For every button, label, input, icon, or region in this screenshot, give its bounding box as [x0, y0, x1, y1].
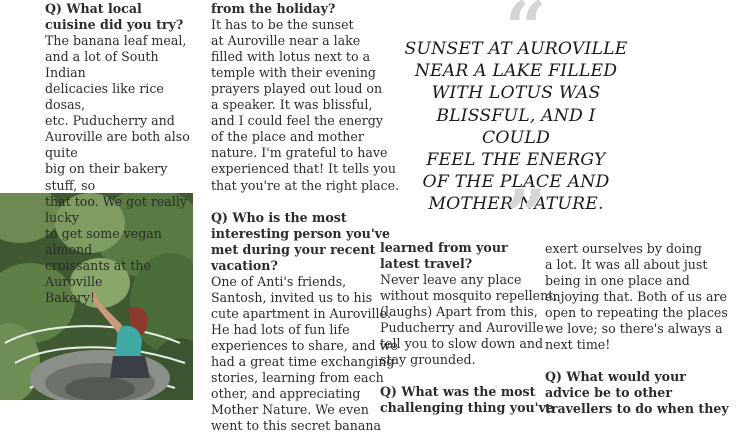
pull-quote-line: SUNSET AT AUROVILLE — [404, 39, 628, 59]
answer-line: without mosquito repellent. — [380, 288, 558, 304]
question-line: vacation? — [211, 257, 278, 273]
answer-line: filled with lotus next to a — [211, 49, 371, 65]
pull-quote-line: BLISSFUL, AND I COULD — [436, 105, 596, 148]
question-line: Q) Who is the most — [211, 209, 347, 225]
answer-line: a lot. It was all about just — [545, 257, 708, 273]
answer-line: Mother Nature. We even — [211, 402, 369, 418]
question-line: Q) What would your — [545, 369, 686, 385]
answer-line: cute apartment in Auroville. — [211, 305, 392, 321]
answer-line: that too. We got really lucky — [45, 193, 187, 225]
answer-line: experienced that! It tells you — [211, 161, 396, 177]
answer-line: exert ourselves by doing — [545, 241, 702, 256]
answer-line: Puducherry and Auroville — [380, 320, 544, 336]
answer-line: at Auroville near a lake — [211, 33, 361, 49]
answer-line: went to this secret banana — [211, 418, 382, 434]
question-line: travellers to do when they — [545, 401, 729, 417]
answer-line: He had lots of fun life — [211, 321, 350, 337]
answer-line: being in one place and — [545, 273, 690, 289]
question-line: advice be to other — [545, 385, 672, 401]
answer-line: tell you to slow down and — [380, 336, 544, 352]
question-line: challenging thing you've — [380, 400, 554, 416]
answer-line: to get some vegan almond — [45, 225, 162, 257]
answer-line: delicacies like rice dosas, — [45, 81, 164, 113]
column-2 — [211, 1, 400, 434]
answer-line: Santosh, invited us to his — [211, 289, 373, 305]
question-line: interesting person you've — [211, 225, 390, 241]
answer-line: temple with their evening — [211, 65, 376, 81]
answer-line: other, and appreciating — [211, 386, 361, 402]
answer-line: The banana leaf meal, — [45, 33, 187, 49]
answer-line: Never leave any place — [380, 272, 522, 288]
answer-line: a speaker. It was blissful, — [211, 97, 373, 113]
answer-line: of the place and mother — [211, 129, 364, 145]
answer-line: that you're at the right place. — [211, 177, 400, 193]
column-3 — [380, 240, 558, 416]
answer-line: next time! — [545, 337, 611, 353]
answer-line: prayers played out loud on — [211, 81, 383, 97]
pull-quote-line: NEAR A LAKE FILLED — [414, 61, 618, 82]
answer-line: stay grounded. — [380, 352, 476, 368]
answer-line: experiences to share, and we — [211, 337, 398, 353]
column-1 — [45, 1, 193, 306]
question-line: Q) What was the most — [380, 384, 536, 400]
answer-line: croissants at the Auroville — [45, 257, 151, 289]
answer-line: stories, learning from each — [211, 370, 384, 386]
pull-quote-line: MOTHER NATURE. — [428, 194, 604, 215]
answer-line: One of Anti's friends, — [211, 273, 347, 289]
column-4 — [545, 241, 729, 417]
question-highlight-tail: from the holiday? — [211, 1, 336, 16]
answer-line: had a great time exchanging — [211, 353, 395, 369]
pull-quote-line: OF THE PLACE AND — [422, 172, 610, 193]
answer-line: big on their bakery stuff, so — [45, 161, 168, 193]
pull-quote-line: FEEL THE ENERGY — [426, 150, 606, 171]
close-quote-icon: ” — [505, 173, 547, 258]
answer-line: we love; so there's always a — [545, 321, 723, 337]
answer-line: It has to be the sunset — [211, 17, 354, 33]
open-quote-icon: “ — [505, 0, 547, 70]
answer-line: Auroville are both also quite — [45, 129, 190, 161]
answer-line: etc. Puducherry and — [45, 113, 175, 129]
answer-line: open to repeating the places — [545, 305, 728, 321]
answer-line: Bakery! — [45, 289, 96, 305]
answer-line: enjoying that. Both of us are — [545, 289, 727, 305]
question-line: met during your recent — [211, 241, 376, 257]
answer-line: and a lot of South Indian — [45, 49, 159, 81]
answer-line: (laughs) Apart from this, — [380, 304, 538, 320]
question-cuisine: Q) What local cuisine did you try? — [45, 1, 184, 33]
pull-quote-line: WITH LOTUS WAS — [431, 83, 601, 104]
answer-line: nature. I'm grateful to have — [211, 145, 388, 161]
answer-line: and I could feel the energy — [211, 113, 383, 129]
question-lesson-tail: learned from your latest travel? — [380, 240, 508, 272]
